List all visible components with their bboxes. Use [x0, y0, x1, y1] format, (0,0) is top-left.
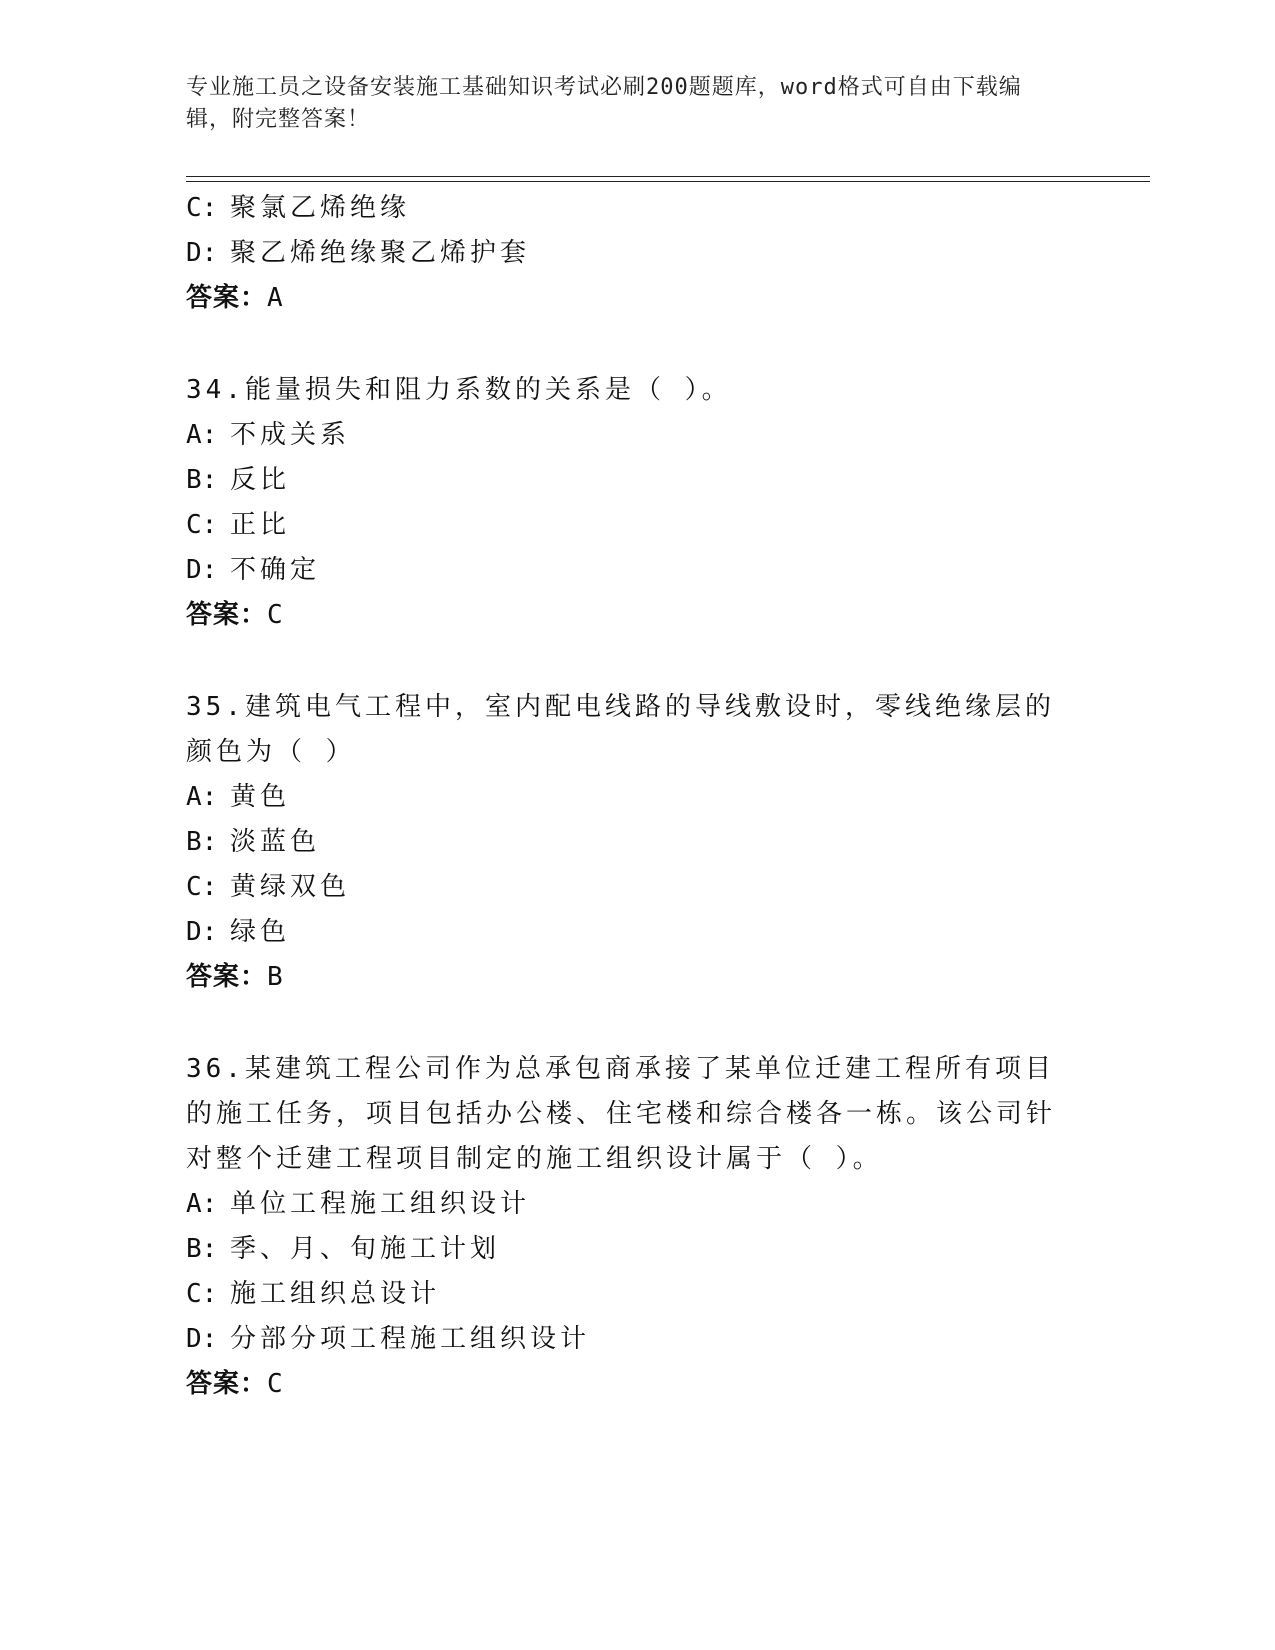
- option-b: [186, 820, 1066, 865]
- option-text: 正比: [230, 510, 291, 540]
- option-text: 黄色: [230, 782, 291, 812]
- question-36: [186, 1047, 1066, 1407]
- question-35: [186, 685, 1066, 1000]
- option-c: [186, 1272, 1066, 1317]
- option-text: 聚乙烯绝缘聚乙烯护套: [230, 238, 531, 268]
- option-b: [186, 458, 1066, 503]
- option-key: C:: [186, 872, 218, 902]
- option-key: A:: [186, 1189, 218, 1219]
- option-text: 绿色: [230, 917, 291, 947]
- answer-label: 答案：: [186, 1369, 268, 1399]
- answer-value: B: [267, 962, 285, 992]
- option-d: [186, 1317, 1066, 1362]
- option-d: [186, 231, 1066, 276]
- header-rule-top: [186, 176, 1150, 177]
- option-c: [186, 865, 1066, 910]
- option-text: 反比: [230, 465, 291, 495]
- header-rule-bottom: [186, 181, 1150, 182]
- option-text: 不成关系: [230, 420, 351, 450]
- option-key: C:: [186, 193, 218, 223]
- option-a: [186, 775, 1066, 820]
- answer-label: 答案：: [186, 283, 268, 313]
- question-text: 34.能量损失和阻力系数的关系是（ ）。: [186, 375, 732, 405]
- spacer: [186, 321, 1066, 368]
- page-header: 专业施工员之设备安装施工基础知识考试必刷200题题库，word格式可自由下载编辑，附完整答案！: [186, 75, 1022, 132]
- option-b: [186, 1227, 1066, 1272]
- option-c: [186, 186, 1066, 231]
- question-34: [186, 368, 1066, 638]
- option-a: [186, 413, 1066, 458]
- option-text: 单位工程施工组织设计: [230, 1189, 531, 1219]
- answer-value: A: [267, 283, 285, 313]
- option-text: 施工组织总设计: [230, 1279, 441, 1309]
- option-key: B:: [186, 827, 218, 857]
- option-d: [186, 910, 1066, 955]
- question-text: 35.建筑电气工程中，室内配电线路的导线敷设时，零线绝缘层的颜色为（ ）: [186, 692, 1055, 767]
- option-text: 不确定: [230, 555, 321, 585]
- option-key: A:: [186, 782, 218, 812]
- option-a: [186, 1182, 1066, 1227]
- option-key: D:: [186, 555, 218, 585]
- option-text: 季、月、旬施工计划: [230, 1234, 501, 1264]
- option-d: [186, 548, 1066, 593]
- option-text: 黄绿双色: [230, 872, 351, 902]
- option-text: 聚氯乙烯绝缘: [230, 193, 411, 223]
- option-key: B:: [186, 465, 218, 495]
- option-key: D:: [186, 1324, 218, 1354]
- option-text: 分部分项工程施工组织设计: [230, 1324, 591, 1354]
- answer-line: [186, 276, 1066, 321]
- answer-line: [186, 955, 1066, 1000]
- answer-value: C: [267, 1369, 285, 1399]
- answer-label: 答案：: [186, 962, 268, 992]
- spacer: [186, 638, 1066, 685]
- option-text: 淡蓝色: [230, 827, 321, 857]
- spacer: [186, 1000, 1066, 1047]
- answer-line: [186, 1362, 1066, 1407]
- answer-line: [186, 593, 1066, 638]
- option-c: [186, 503, 1066, 548]
- question-list: [186, 186, 1066, 1407]
- option-key: C:: [186, 510, 218, 540]
- answer-value: C: [267, 600, 285, 630]
- question-text: 36.某建筑工程公司作为总承包商承接了某单位迁建工程所有项目的施工任务，项目包括办公楼、住宅楼和综合楼各一栋。该公司针对整个迁建工程项目制定的施工组织设计属于（ ）。: [186, 1054, 1057, 1174]
- option-key: C:: [186, 1279, 218, 1309]
- option-key: B:: [186, 1234, 218, 1264]
- question-carryover: [186, 186, 1066, 321]
- option-key: D:: [186, 917, 218, 947]
- option-key: D:: [186, 238, 218, 268]
- option-key: A:: [186, 420, 218, 450]
- answer-label: 答案：: [186, 600, 268, 630]
